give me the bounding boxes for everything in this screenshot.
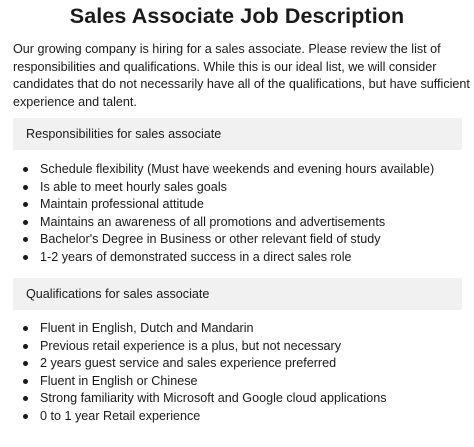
intro-line: experience and talent. — [13, 94, 137, 109]
list-item — [13, 408, 468, 426]
bullet-icon — [23, 414, 28, 419]
bullet-icon — [23, 220, 28, 225]
list-item-text: Is able to meet hourly sales goals — [40, 179, 227, 194]
list-item-text: Schedule flexibility (Must have weekends and evening hours available) — [40, 162, 435, 176]
list-item-text: Fluent in English or Chinese — [40, 373, 198, 388]
list-item — [13, 161, 468, 179]
list-item — [13, 249, 468, 267]
list-item — [13, 390, 468, 408]
list-item-text: Strong familiarity with Microsoft and Google cloud applications — [40, 391, 387, 405]
list-item-text: Bachelor's Degree in Business or other relevant field of study — [40, 232, 381, 246]
list-item — [13, 373, 468, 391]
list-item — [13, 320, 468, 338]
intro-line: Our growing company is hiring for a sales associate. Please review the list of — [13, 42, 441, 56]
bullet-icon — [23, 255, 28, 260]
list-item-text: Maintains an awareness of all promotions and advertisements — [40, 214, 386, 229]
list-item — [13, 338, 468, 356]
responsibilities-heading: Responsibilities for sales associate — [13, 118, 462, 150]
bullet-icon — [23, 237, 28, 242]
responsibilities-list — [13, 161, 468, 266]
bullet-icon — [23, 202, 28, 207]
list-item — [13, 179, 468, 197]
intro-line: responsibilities and qualifications. While this is our ideal list, we will consider — [13, 59, 437, 74]
bullet-icon — [23, 167, 28, 172]
list-item-text: Fluent in English, Dutch and Mandarin — [40, 321, 254, 335]
bullet-icon — [23, 344, 28, 349]
bullet-icon — [23, 361, 28, 366]
list-item — [13, 214, 468, 232]
bullet-icon — [23, 379, 28, 384]
list-item-text: 0 to 1 year Retail experience — [40, 408, 201, 423]
list-item — [13, 231, 468, 249]
list-item — [13, 355, 468, 373]
qualifications-heading: Qualifications for sales associate — [13, 278, 462, 310]
bullet-icon — [23, 396, 28, 401]
list-item — [13, 196, 468, 214]
list-item-text: 2 years guest service and sales experience preferred — [40, 356, 337, 370]
list-item-text: Maintain professional attitude — [40, 197, 204, 211]
list-item-text: 1-2 years of demonstrated success in a direct sales role — [40, 249, 352, 264]
intro-line: candidates that do not necessarily have all of the qualifications, but have sufficient — [13, 77, 470, 91]
page-title: Sales Associate Job Description — [69, 4, 405, 28]
intro-paragraph — [13, 41, 470, 111]
list-item-text: Previous retail experience is a plus, but not necessary — [40, 338, 342, 353]
bullet-icon — [23, 326, 28, 331]
qualifications-list — [13, 320, 468, 425]
bullet-icon — [23, 185, 28, 190]
